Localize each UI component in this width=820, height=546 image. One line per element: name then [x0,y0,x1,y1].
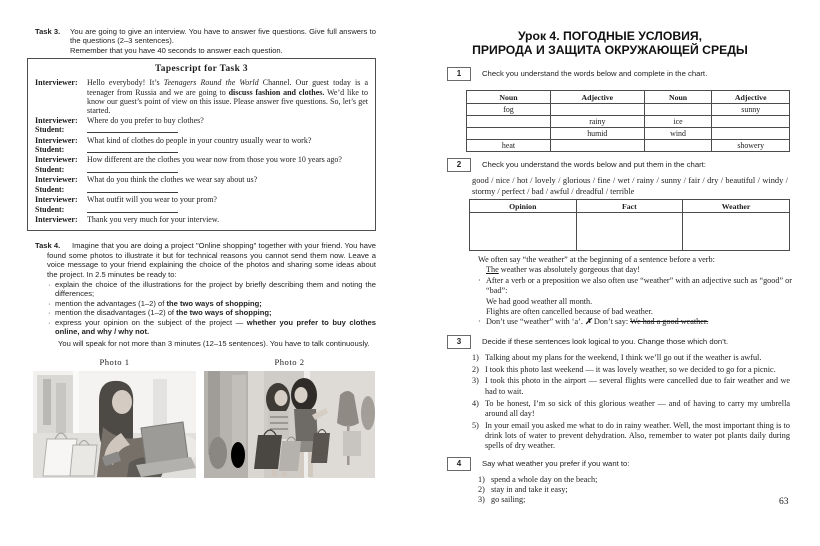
table-cell: sunny [712,104,790,116]
speaker-label: Interviewer: [35,195,78,205]
answer-blank-line [87,185,178,193]
empty-cell [576,213,683,251]
dialogue-line [35,116,368,125]
lesson-title-line1: Урок 4. ПОГОДНЫЕ УСЛОВИЯ, [517,29,703,43]
bullet-text: explain the choice of the illustrations for the project by briefly describing them and noting the differences; [55,279,376,299]
bullet-text: mention the advantages (1–2) of the two ways of shopping; [55,298,262,308]
task4-instructions [27,241,376,348]
weather-usage-note [478,255,792,328]
tapescript-box [27,58,376,231]
table-cell: showery [712,140,790,152]
empty-cell [470,213,577,251]
bullet-item [48,280,376,299]
speaker-label: Interviewer: [35,78,78,88]
dialogue-line [35,185,368,195]
bullet-marker: · [478,275,481,285]
word-list: good / nice / hot / lovely / glorious / fine / wet / rainy / sunny / fair / dry / beautiful / windy / stormy / perfect / bad / awful / dreadful / terrible [472,176,788,196]
bullet-text: mention the disadvantages (1–2) of the two ways of shopping; [55,308,272,318]
dialogue-text: Hello everybody! It’s Teenagers Round the World Channel. Our guest today is a teenager from Russia and we are going to discuss fashion and clothes. We’d like to know our guest’s point of view on this issue. Please answer five questions. So, let’s get started. [87,78,368,116]
speaker-label: Student: [35,204,65,214]
dialogue-line [35,136,368,145]
photo-1-image [33,371,196,478]
sentence-text: I took this photo in the airport — several flights were cancelled due to fair weather and we had to wait. [485,376,790,396]
answer-blank-line [87,205,178,213]
exercise-1-number: 1 [447,67,471,81]
dialogue-line [35,155,368,164]
table-cell [467,128,551,140]
opinion-fact-weather-table [469,199,790,251]
sentence-number: 3) [472,376,479,386]
table-header-cell: Opinion [470,200,577,213]
task3-label: Task 3. [35,27,61,36]
sentence-text: Talking about my plans for the weekend, I think we’ll go out if the weather is awful. [485,352,762,362]
speaker-label: Student: [35,145,65,155]
photo-1-figure [33,357,196,478]
table-cell [550,140,644,152]
bullet-item [48,318,376,337]
table-row [467,140,790,152]
bullet-marker: · [478,317,481,327]
list-item-number: 3) [478,494,485,504]
table-header-cell: Noun [644,91,712,104]
exercise-4-instruction: Say what weather you prefer if you want to: [482,458,630,468]
table-cell [467,116,551,128]
sentence-number: 1) [472,352,479,362]
answer-blank-line [87,165,178,173]
task4-bullet-list [48,280,376,336]
dialogue-text: What outfit will you wear to your prom? [87,195,217,205]
exercise-3-number: 3 [447,335,471,349]
speaker-label: Student: [35,125,65,135]
table-header-row [467,91,790,104]
dialogue-text: How different are the clothes you wear now from those you wore 10 years ago? [87,155,342,165]
note-bullet [478,276,792,318]
exercise-3 [420,335,800,349]
table-header-cell: Fact [576,200,683,213]
table-cell: humid [550,128,644,140]
dialogue-text: Thank you very much for your interview. [87,214,220,224]
bullet-item [48,299,376,308]
list-item-text: stay in and take it easy; [491,484,568,494]
sentence-item [472,376,790,397]
speaker-label: Interviewer: [35,115,78,125]
note-bullet-text: Don’t use “weather” with ‘a’. ✗ Don’t say: We had a good weather. [486,317,709,327]
list-item-number: 1) [478,474,485,484]
dialogue-text: What do you think the clothes we wear say about us? [87,175,258,185]
list-item-text: go sailing; [491,494,526,504]
table-header-cell: Adjective [712,91,790,104]
dialogue-line [35,205,368,215]
sentence-item [472,399,790,420]
exercise-2-number: 2 [447,158,471,172]
table-row [467,128,790,140]
sentence-item [472,365,790,375]
exercise-4 [420,457,800,471]
photo-2-label: Photo 2 [274,356,305,367]
empty-cell [683,213,790,251]
dialogue-text: Where do you prefer to buy clothes? [87,115,204,125]
sentence-number: 5) [472,420,479,430]
note-example: Flights are often cancelled because of bad weather. [486,307,653,317]
dialogue-line [35,125,368,135]
bullet-marker: · [48,279,51,289]
task3-intro-text: You are going to give an interview. You have to answer five questions. Give full answers to the questions (2–3 sentences). [70,27,376,46]
sentence-text: I took this photo last weekend — it was lovely weather, so we decided to go for a picnic. [485,364,776,374]
sentence-item [472,353,790,363]
list-item [478,475,800,485]
exercise-3-sentences [472,353,790,452]
exercise-1-instruction: Check you understand the words below and complete in the chart. [482,69,708,78]
noun-adjective-table [466,90,790,152]
photo-2-figure [204,357,375,478]
dialogue-line [35,78,368,116]
dialogue-line [35,145,368,155]
table-cell: wind [644,128,712,140]
table-cell [550,104,644,116]
task4-label: Task 4. [35,241,61,251]
speaker-label: Interviewer: [35,135,78,145]
sentence-text: In your email you asked me what to do in rainy weather. Well, the most important thing is to drink lots of water to prevent dehydration. Also, remember to water pot plants daily during spells of dry weather. [485,420,790,451]
dialogue-line [35,215,368,224]
table-cell: fog [467,104,551,116]
answer-blank-line [87,125,178,133]
list-item-text: spend a whole day on the beach; [491,474,598,484]
table-row [467,104,790,116]
exercise-2 [420,158,800,172]
dialogue-line [35,195,368,204]
photos-row [33,357,376,478]
table-header-cell: Noun [467,91,551,104]
note-example: We had good weather all month. [486,296,593,306]
note-bullet [478,317,792,327]
speaker-label: Student: [35,184,65,194]
sentence-text: To be honest, I’m so sick of this glorious weather — and of having to carry my umbrella around all day! [485,398,790,418]
table-row [467,116,790,128]
exercise-3-instruction: Decide if these sentences look logical to you. Change those which don’t. [482,336,729,346]
list-item-number: 2) [478,484,485,494]
speaker-label: Interviewer: [35,175,78,185]
task3-remember-text: Remember that you have 40 seconds to answer each question. [70,45,283,55]
list-item [478,485,800,495]
speaker-label: Student: [35,164,65,174]
answer-blank-line [87,145,178,153]
table-header-cell: Weather [683,200,790,213]
task4-intro-text: Imagine that you are doing a project "Online shopping" together with your friend. You have found some photos to illustrate it but for technical reasons you cannot send them now. Leave a voice message to your friend explaining the choice of the photos and sharing some ideas about the project. In 2.5 minutes be ready to: [47,241,376,279]
lesson-title [420,30,800,57]
table-cell [712,116,790,128]
table-cell [644,140,712,152]
bullet-text: express your opinion on the subject of the project — whether you prefer to buy clothes online, and why / why not. [55,317,376,336]
note-example: The weather was absolutely gorgeous that day! [486,265,641,275]
exercise-4-list [478,475,800,506]
sentence-number: 4) [472,398,479,408]
exercise-1 [420,67,800,81]
exercise-4-number: 4 [447,457,471,471]
sentence-number: 2) [472,364,479,374]
bullet-marker: · [48,317,51,327]
photo-1-label: Photo 1 [99,356,130,367]
tapescript-title: Tapescript for Task 3 [154,64,249,75]
page-number: 63 [779,497,789,507]
exercise-2-instruction: Check you understand the words below and put them in the chart: [482,160,706,169]
photo-2-image [204,371,375,478]
speaker-label: Interviewer: [35,214,78,224]
note-bullet-text: After a verb or a preposition we also often use “weather” with an adjective such as “good” or “bad”: [486,275,792,296]
table-cell [644,104,712,116]
task4-outro-text: You will speak for not more than 3 minutes (12–15 sentences). You have to talk continuously. [58,339,370,349]
sentence-item [472,421,790,452]
lesson-title-line2: ПРИРОДА И ЗАЩИТА ОКРУЖАЮЩЕЙ СРЕДЫ [472,42,748,57]
table-header-row [470,200,790,213]
note-line: We often say “the weather” at the beginning of a sentence before a verb: [478,255,715,264]
left-page [27,27,376,478]
table-cell [712,128,790,140]
bullet-item [48,308,376,317]
dialogue-text: What kind of clothes do people in your country usually wear to work? [87,135,312,145]
table-cell: ice [644,116,712,128]
dialogue-line [35,165,368,175]
bullet-marker: · [48,298,51,308]
table-cell: heat [467,140,551,152]
task3-instructions [27,27,376,55]
table-row [470,213,790,251]
table-header-cell: Adjective [550,91,644,104]
bullet-marker: · [48,308,51,318]
list-item [478,495,800,505]
right-page [420,22,800,505]
table-cell: rainy [550,116,644,128]
speaker-label: Interviewer: [35,155,78,165]
dialogue-line [35,175,368,184]
